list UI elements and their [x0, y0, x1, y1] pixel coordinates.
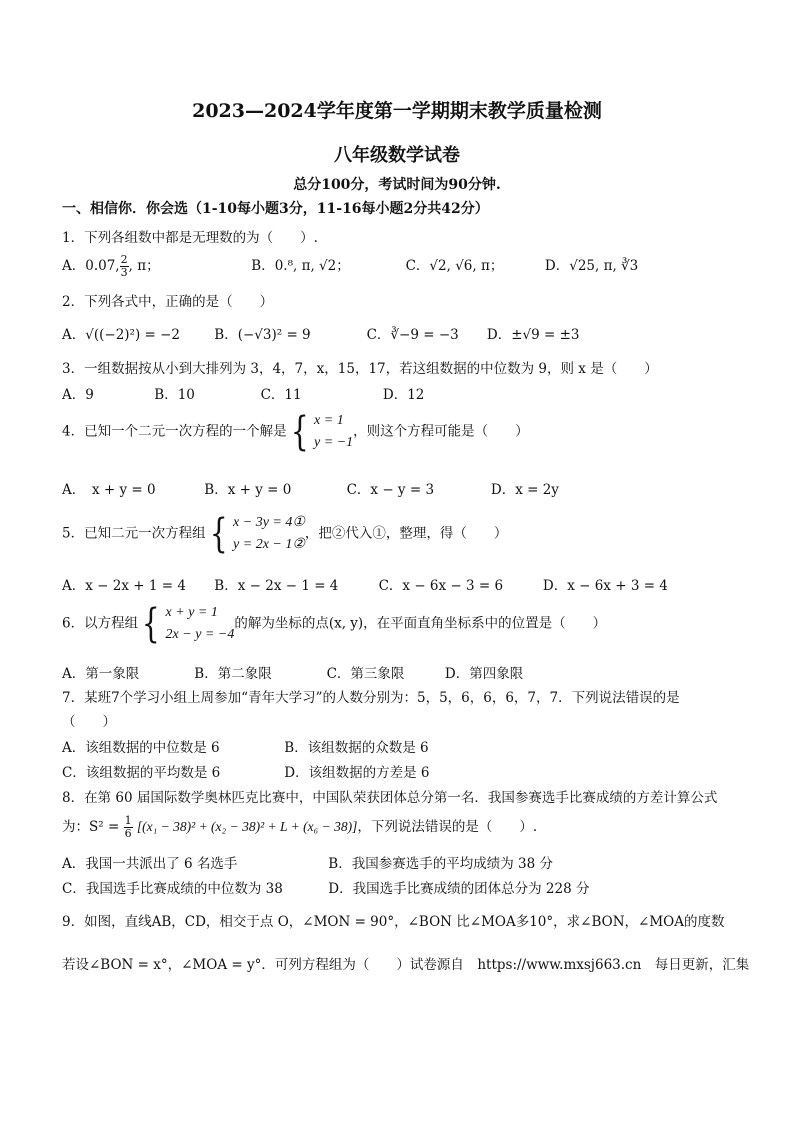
- q5-option-a[interactable]: A．x − 2x + 1 = 4: [62, 578, 186, 594]
- q2-option-c[interactable]: C．∛−9 = −3: [366, 327, 459, 343]
- q3-option-a[interactable]: A．9: [62, 387, 94, 403]
- q6-option-b[interactable]: B．第二象限: [194, 666, 272, 682]
- q3-option-b[interactable]: B．10: [154, 387, 195, 403]
- q6-system-line-2: 2x − y = −4: [165, 627, 235, 642]
- q7-option-a[interactable]: A．该组数据的中位数是 6: [62, 740, 220, 756]
- q8-formula-pre: 为：S² =: [62, 819, 120, 835]
- q3-option-c[interactable]: C．11: [260, 387, 302, 403]
- q5-stem-post: ，把②代入①，整理，得（ ）: [304, 525, 508, 542]
- question-6-options: [62, 662, 523, 682]
- q1-option-b[interactable]: B．0.⁸, π, √2；: [251, 258, 350, 274]
- question-4-options: [62, 478, 559, 498]
- q5-option-c[interactable]: C．x − 6x − 3 = 6: [378, 578, 504, 594]
- question-3-stem: 3．一组数据按从小到大排列为 3，4，7，x，15，17，若这组数据的中位数为 9，则 x 是（ ）: [62, 361, 658, 377]
- q3-option-d[interactable]: D．12: [382, 387, 425, 403]
- fraction-denominator: 3: [120, 266, 128, 279]
- q2-option-d[interactable]: D．±√9 = ±3: [486, 327, 580, 343]
- q6-stem-pre: 6．以方程组: [62, 615, 139, 632]
- q5-system-line-2: y = 2x − 1②: [233, 537, 305, 552]
- q8-formula-fraction: [124, 815, 133, 840]
- fraction-denominator: 6: [124, 827, 132, 840]
- question-7-stem: 7．某班7个学习小组上周参加“青年大学习”的人数分别为：5，5，6，6，6，7，7．下列说法错误的是: [62, 690, 680, 706]
- q1-option-c[interactable]: C．√2, √6, π；: [405, 258, 504, 274]
- question-1-stem: 1．下列各组数中都是无理数的为（ ）.: [62, 230, 318, 246]
- q5-equation-system: [206, 512, 305, 556]
- q4-stem-pre: 4．已知一个二元一次方程的一个解是: [62, 423, 287, 440]
- question-4-stem: [62, 410, 529, 454]
- q6-stem-post: 的解为坐标的点(x, y)，在平面直角坐标系中的位置是（ ）: [234, 615, 607, 632]
- question-5-stem: [62, 512, 507, 556]
- q6-option-a[interactable]: A．第一象限: [62, 666, 140, 682]
- brace-icon: {: [141, 601, 160, 647]
- q7-option-c[interactable]: C．该组数据的平均数是 6: [62, 765, 221, 781]
- question-3-options: [62, 383, 424, 403]
- q4-option-a[interactable]: A． x + y = 0: [62, 482, 156, 498]
- q4-system-line-1: x = 1: [314, 413, 344, 428]
- q8-stem-post: ，下列说法错误的是（ ）.: [357, 819, 538, 835]
- q6-option-d[interactable]: D．第四象限: [444, 666, 524, 682]
- question-2-stem: 2．下列各式中，正确的是（ ）: [62, 294, 274, 310]
- question-1-options: [62, 254, 638, 279]
- brace-icon: {: [209, 511, 228, 557]
- q8-option-a[interactable]: A．我国一共派出了 6 名选手: [62, 856, 238, 872]
- fraction-numerator: 1: [124, 814, 132, 827]
- q5-option-b[interactable]: B．x − 2x − 1 = 4: [214, 578, 339, 594]
- q4-option-d[interactable]: D．x = 2y: [490, 482, 559, 498]
- q7-option-b[interactable]: B．该组数据的众数是 6: [284, 740, 429, 756]
- q1-option-a-prefix: A．0.07,: [62, 258, 120, 274]
- q7-option-d[interactable]: D．该组数据的方差是 6: [284, 765, 430, 781]
- question-8-options-row-2: [62, 877, 589, 897]
- exam-title: 2023—2024学年度第一学期期末教学质量检测: [192, 100, 602, 122]
- q6-system-line-1: x + y = 1: [165, 605, 218, 620]
- question-7-options-row-2: [62, 761, 430, 781]
- q8-option-d[interactable]: D．我国选手比赛成绩的团体总分为 228 分: [328, 881, 590, 897]
- q5-option-d[interactable]: D．x − 6x + 3 = 4: [542, 578, 668, 594]
- q5-system-line-1: x − 3y = 4①: [233, 515, 305, 530]
- q1-option-a-suffix: , π；: [128, 258, 160, 274]
- q6-equation-system: [138, 602, 234, 646]
- question-7-stem-cont: （ ）: [62, 714, 116, 730]
- question-5-options: [62, 574, 668, 594]
- q2-option-a[interactable]: A．√((−2)²) = −2: [62, 327, 181, 343]
- exam-subtitle: 八年级数学试卷: [334, 145, 460, 166]
- q4-equation-system: [287, 410, 354, 454]
- q8-option-c[interactable]: C．我国选手比赛成绩的中位数为 38: [62, 881, 283, 897]
- brace-icon: {: [290, 409, 309, 455]
- question-7-options-row-1: [62, 736, 429, 756]
- question-9-stem: 9．如图，直线AB，CD，相交于点 O，∠MON = 90°，∠BON 比∠MOA多10°，求∠BON，∠MOA的度数: [62, 914, 725, 930]
- fraction-numerator: 2: [120, 253, 128, 266]
- question-8-stem: 8．在第 60 届国际数学奥林匹克比赛中，中国队荣获团体总分第一名．我国参赛选手比赛成绩的方差计算公式: [62, 790, 718, 806]
- q8-option-b[interactable]: B．我国参赛选手的平均成绩为 38 分: [328, 856, 553, 872]
- q8-formula-body: [(x₁ − 38)² + (x₂ − 38)² + L + (x₆ − 38)]: [136, 819, 358, 834]
- question-2-options: [62, 323, 580, 343]
- question-8-formula-line: [62, 815, 537, 840]
- q1-option-d[interactable]: D．√25, π, ∛3: [544, 258, 639, 274]
- score-note: 总分100分，考试时间为90分钟.: [293, 177, 501, 193]
- question-8-options-row-1: [62, 852, 553, 872]
- q4-option-c[interactable]: C．x − y = 3: [346, 482, 435, 498]
- q2-option-b[interactable]: B．(−√3)² = 9: [214, 327, 311, 343]
- q4-system-line-2: y = −1: [314, 435, 354, 450]
- q1-option-a-fraction: [120, 254, 129, 279]
- question-6-stem: [62, 602, 606, 646]
- q4-option-b[interactable]: B．x + y = 0: [204, 482, 292, 498]
- question-9-stem-line-2: 若设∠BON = x°，∠MOA = y°．可列方程组为（ ）试卷源自 https://www.mxsj663.cn 每日更新，汇集: [62, 957, 750, 973]
- q5-stem-pre: 5．已知二元一次方程组: [62, 525, 206, 542]
- section-heading: 一、相信你．你会选（1-10每小题3分，11-16每小题2分共42分）: [62, 201, 489, 217]
- q6-option-c[interactable]: C．第三象限: [326, 666, 405, 682]
- q4-stem-post: ，则这个方程可能是（ ）: [353, 423, 529, 440]
- q1-option-a[interactable]: [62, 254, 247, 279]
